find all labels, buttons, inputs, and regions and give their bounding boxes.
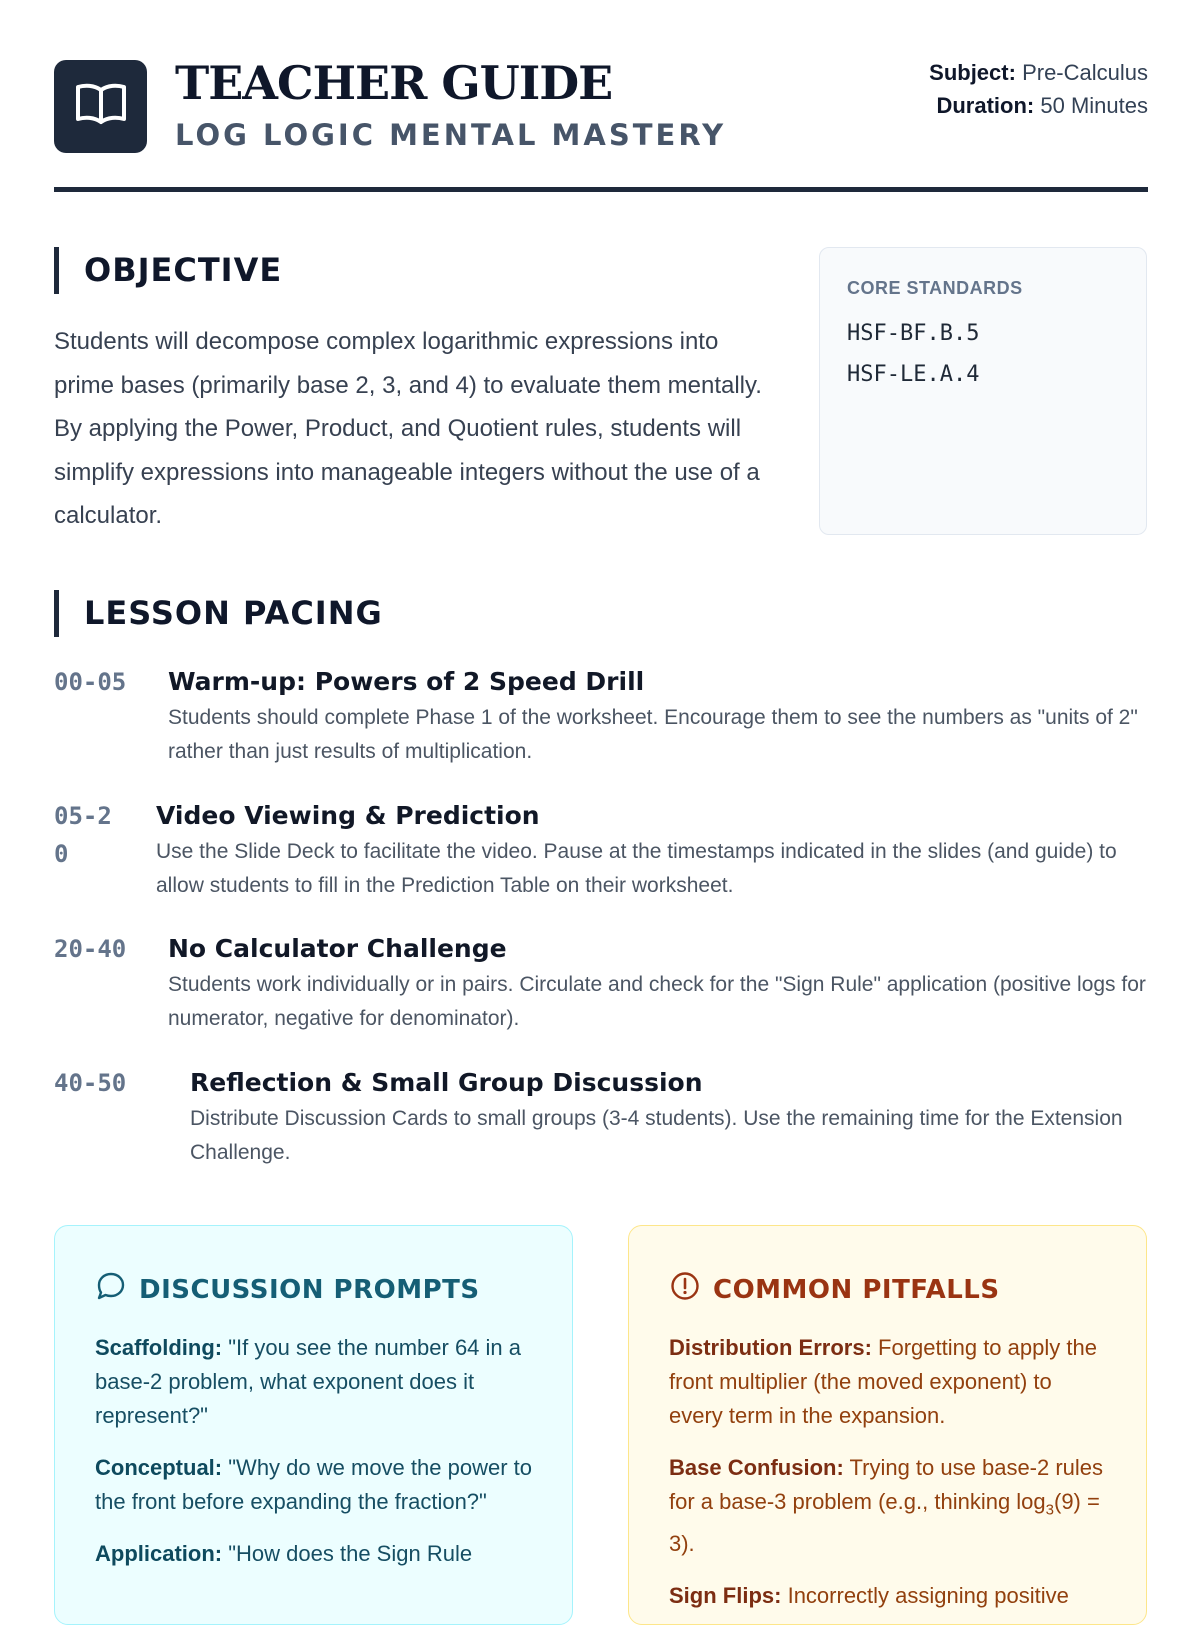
common-pitfalls-heading: COMMON PITFALLS — [669, 1270, 1106, 1309]
open-book-icon — [74, 81, 128, 132]
subject-value: Pre-Calculus — [1022, 60, 1148, 85]
pacing-description: Students work individually or in pairs. Circulate and check for the "Sign Rule" application (positive logs for numerator, negative for denominator). — [168, 973, 1146, 1030]
common-pitfalls-card — [628, 1225, 1147, 1625]
logo-badge — [54, 60, 147, 153]
pacing-body — [156, 797, 1148, 903]
header-divider — [54, 187, 1148, 192]
pacing-body — [168, 930, 1148, 1036]
pacing-body — [190, 1064, 1148, 1170]
pacing-description: Distribute Discussion Cards to small groups (3-4 students). Use the remaining time for the Extension Challenge. — [190, 1107, 1123, 1164]
standard-code: HSF-BF.B.5 — [847, 321, 980, 346]
pitfall-item: Sign Flips: Incorrectly assigning positive — [669, 1583, 1069, 1609]
pacing-heading: LESSON PACING — [54, 590, 383, 637]
objective-text: Students will decompose complex logarithmic expressions into prime bases (primarily base 2, 3, and 4) to evaluate them mentally. By applying the Power, Product, and Quotient rules, students will simplify expressions into manageable integers without the use of a calculator. — [54, 328, 762, 529]
pacing-time: 05-20 — [54, 802, 112, 868]
discussion-prompt: Application: "How does the Sign Rule — [95, 1541, 473, 1566]
discussion-prompts-card — [54, 1225, 573, 1625]
pitfall-item: Base Confusion: Trying to use base-2 rules for a base-3 problem (e.g., thinking $\log_3(9) = 3$). — [669, 1455, 1104, 1557]
speech-bubble-icon — [95, 1270, 127, 1309]
alert-circle-icon — [669, 1270, 701, 1309]
standards-label: CORE STANDARDS — [847, 278, 1023, 298]
lesson-meta — [929, 56, 1148, 122]
pacing-description: Students should complete Phase 1 of the worksheet. Encourage them to see the numbers as "units of 2" rather than just results of multiplication. — [168, 706, 1138, 763]
pacing-time: 40-50 — [54, 1069, 127, 1097]
objective-heading: OBJECTIVE — [54, 247, 282, 294]
core-standards-box — [819, 247, 1147, 535]
duration-line: Duration: 50 Minutes — [936, 93, 1148, 118]
pacing-description: Use the Slide Deck to facilitate the video. Pause at the timestamps indicated in the slides (and guide) to allow students to fill in the Prediction Table on their worksheet. — [156, 840, 1117, 897]
page-subtitle: LOG LOGIC MENTAL MASTERY — [175, 118, 727, 152]
pacing-time: 20-40 — [54, 935, 127, 963]
pacing-title: Warm-up: Powers of 2 Speed Drill — [168, 667, 645, 696]
pacing-title: Reflection & Small Group Discussion — [190, 1068, 703, 1097]
pacing-title: No Calculator Challenge — [168, 934, 507, 963]
pacing-body — [168, 663, 1148, 769]
pacing-time: 00-05 — [54, 668, 127, 696]
pacing-title: Video Viewing & Prediction — [156, 801, 540, 830]
header — [54, 56, 1148, 190]
discussion-prompt: Scaffolding: "If you see the number 64 in a base-2 problem, what exponent does it represent?" — [95, 1335, 522, 1428]
standard-code: HSF-LE.A.4 — [847, 362, 980, 387]
discussion-prompt: Conceptual: "Why do we move the power to the front before expanding the fraction?" — [95, 1455, 532, 1514]
discussion-prompts-heading: DISCUSSION PROMPTS — [95, 1270, 532, 1309]
page-title: TEACHER GUIDE — [175, 56, 613, 110]
pitfall-item: Distribution Errors: Forgetting to apply the front multiplier (the moved exponent) to every term in the expansion. — [669, 1335, 1097, 1428]
duration-value: 50 Minutes — [1040, 93, 1148, 118]
subject-line: Subject: Pre-Calculus — [929, 60, 1148, 85]
